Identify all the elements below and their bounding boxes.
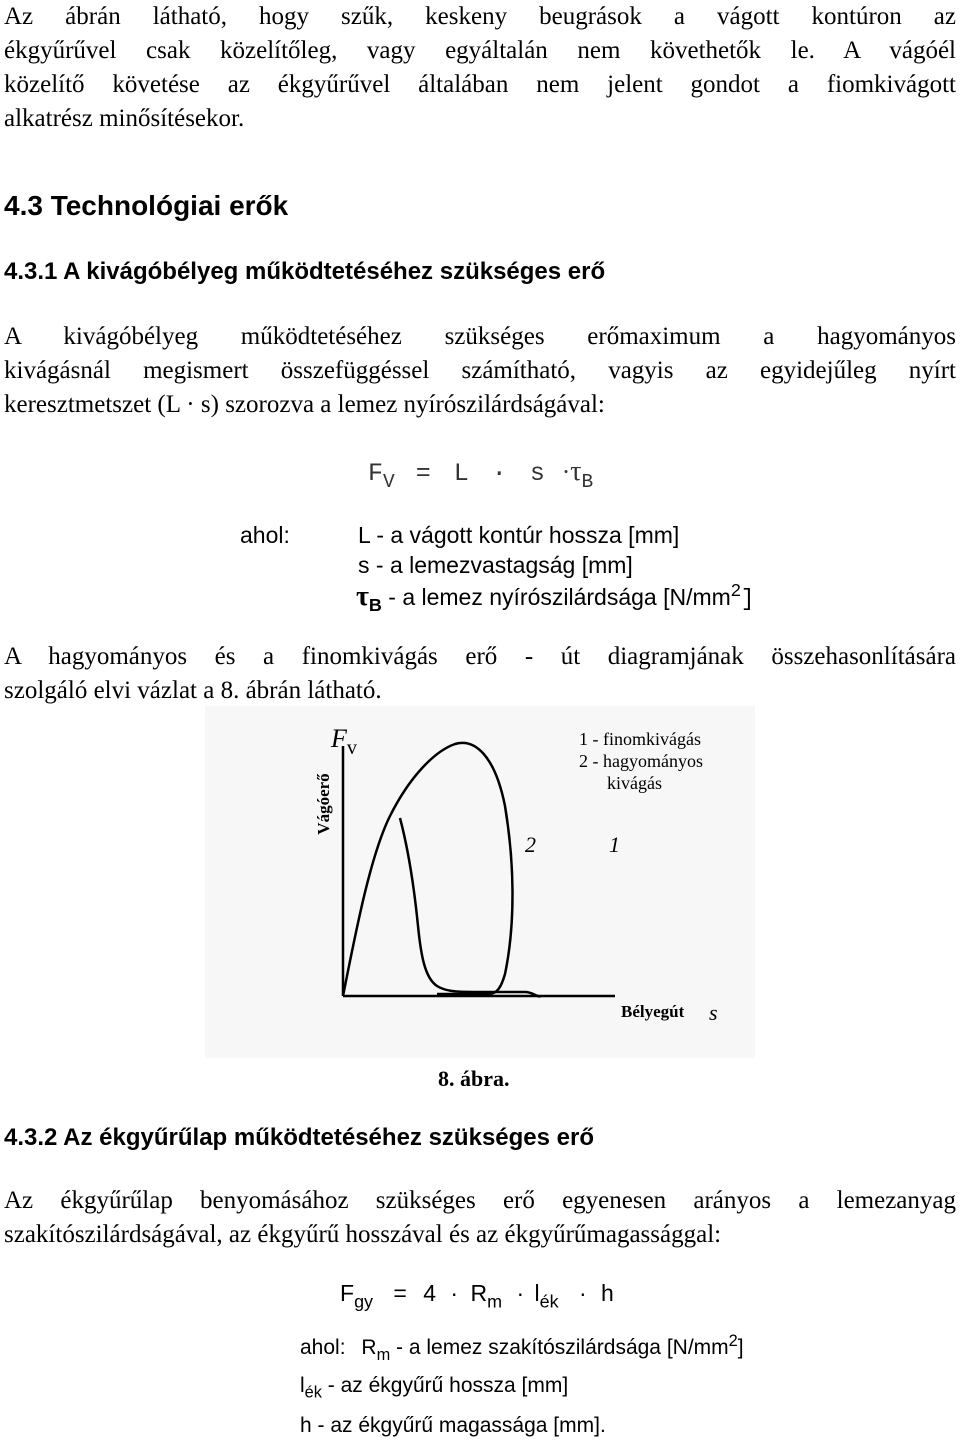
formula-r: R (470, 1280, 488, 1306)
curve-label-1: 1 (609, 832, 620, 857)
curve-hagyomanyos (400, 818, 541, 996)
formula-lhs-sub: V (383, 470, 395, 493)
intro-line: közelítő követése az ékgyűrűvel általában nem jelent gondot a fiomkivágott (4, 71, 956, 98)
x-axis-label: Bélyegút (621, 1002, 685, 1021)
formula-l: l (534, 1280, 540, 1306)
formula-lhs: F (368, 459, 384, 488)
wedge-force-formula (340, 1280, 614, 1312)
tau-definition-text: - a lemez nyírószilárdsága [N/mm (381, 583, 731, 610)
formula-tau-sub: B (581, 470, 594, 493)
rm-symbol: R (361, 1336, 377, 1360)
rm-symbol-sub: m (376, 1345, 391, 1364)
formula-dot: · (578, 1280, 587, 1306)
lek-symbol-sub: ék (304, 1383, 322, 1402)
legend-item-2-cont: kivágás (607, 773, 662, 793)
section-4-3-1-paragraph (4, 320, 956, 422)
section-heading-4-3-1: 4.3.1 A kivágóbélyeg működtetéséhez szükséges erő (4, 258, 606, 285)
legend-item-1: 1 - finomkivágás (579, 729, 701, 749)
formula-f: F (340, 1280, 355, 1306)
paragraph-line: keresztmetszet (L · s) szorozva a lemez nyírószilárdságával: (4, 391, 605, 418)
formula-s: s (529, 459, 545, 488)
formula-f-sub: gy (354, 1291, 374, 1312)
section-heading-4-3-2: 4.3.2 Az ékgyűrűlap működtetéséhez szükséges erő (4, 1124, 595, 1151)
lek-definition-text: - az ékgyűrű hossza [mm] (321, 1374, 569, 1397)
formula-four: 4 (423, 1280, 437, 1306)
intro-paragraph (4, 0, 956, 136)
curve-label-2: 2 (525, 832, 536, 857)
shear-force-formula (368, 456, 593, 493)
x-axis-symbol: s (709, 1000, 718, 1025)
formula-dot: · (491, 459, 507, 488)
intro-line: alkatrész minősítésekor. (4, 105, 245, 132)
formula-tau: τ (570, 456, 582, 487)
formula-dot: · (561, 459, 571, 486)
formula-h: h (601, 1280, 614, 1306)
formula-r-sub: m (487, 1291, 503, 1312)
y-axis-label: Vágóerő (314, 773, 333, 835)
tau-symbol: τ (356, 580, 369, 612)
comparison-paragraph (4, 640, 956, 708)
tau-symbol-sub: B (368, 595, 382, 616)
intro-line: Az ábrán látható, hogy szűk, keskeny beugrások a vágott kontúron az (4, 3, 956, 30)
formula-equals: = (393, 1280, 407, 1306)
formula-equals: = (415, 459, 431, 488)
formula-l: L (453, 459, 469, 488)
paragraph-line: Az ékgyűrűlap benyomásához szükséges erő egyenesen arányos a lemezanyag (4, 1187, 956, 1214)
definition-h: h - az ékgyűrű magassága [mm]. (300, 1414, 606, 1437)
y-axis-symbol (331, 724, 357, 760)
formula-dot: · (516, 1280, 525, 1306)
paragraph-line: A kivágóbélyeg működtetéséhez szükséges erőmaximum a hagyományos (4, 323, 956, 350)
where-label: ahol: (240, 522, 290, 548)
tau-definition-close: ] (740, 585, 755, 612)
lek-symbol: l (300, 1374, 305, 1397)
paragraph-line: A hagyományos és a finomkivágás erő - út diagramjának összehasonlítására (4, 643, 956, 670)
figure-caption: 8. ábra. (438, 1066, 510, 1091)
y-axis-symbol-letter: F (331, 724, 347, 753)
definition-lek (300, 1374, 568, 1403)
curve-finomkivagas (343, 743, 513, 996)
rm-definition-text: - a lemez szakítószilárdsága [N/mm (390, 1336, 729, 1360)
intro-line: ékgyűrűvel csak közelítőleg, vagy egyáltalán nem követhetők le. A vágóél (4, 37, 956, 64)
section-4-3-2-paragraph (4, 1184, 956, 1252)
definition-rm (300, 1332, 744, 1365)
legend-item-2: 2 - hagyományos (579, 751, 703, 771)
section-heading-4-3: 4.3 Technológiai erők (4, 190, 289, 221)
definition-s: s - a lemezvastagság [mm] (358, 552, 633, 578)
figure-8 (205, 706, 755, 1058)
rm-definition-sup: 2 (728, 1332, 738, 1350)
y-axis-symbol-sub: v (346, 737, 358, 760)
definition-tau (356, 580, 755, 616)
rm-definition-close: ] (737, 1336, 744, 1360)
formula-dot: · (450, 1280, 459, 1306)
definition-l: L - a vágott kontúr hossza [mm] (358, 522, 680, 548)
tau-definition-sup: 2 (730, 580, 741, 600)
paragraph-line: szakítószilárdságával, az ékgyűrű hosszával és az ékgyűrűmagassággal: (4, 1221, 722, 1248)
paragraph-line: szolgáló elvi vázlat a 8. ábrán látható. (4, 677, 382, 704)
formula-l-sub: ék (539, 1291, 559, 1312)
paragraph-line: kivágásnál megismert összefüggéssel számítható, vagyis az egyidejűleg nyírt (4, 357, 956, 384)
where-label-2: ahol: (300, 1336, 346, 1360)
